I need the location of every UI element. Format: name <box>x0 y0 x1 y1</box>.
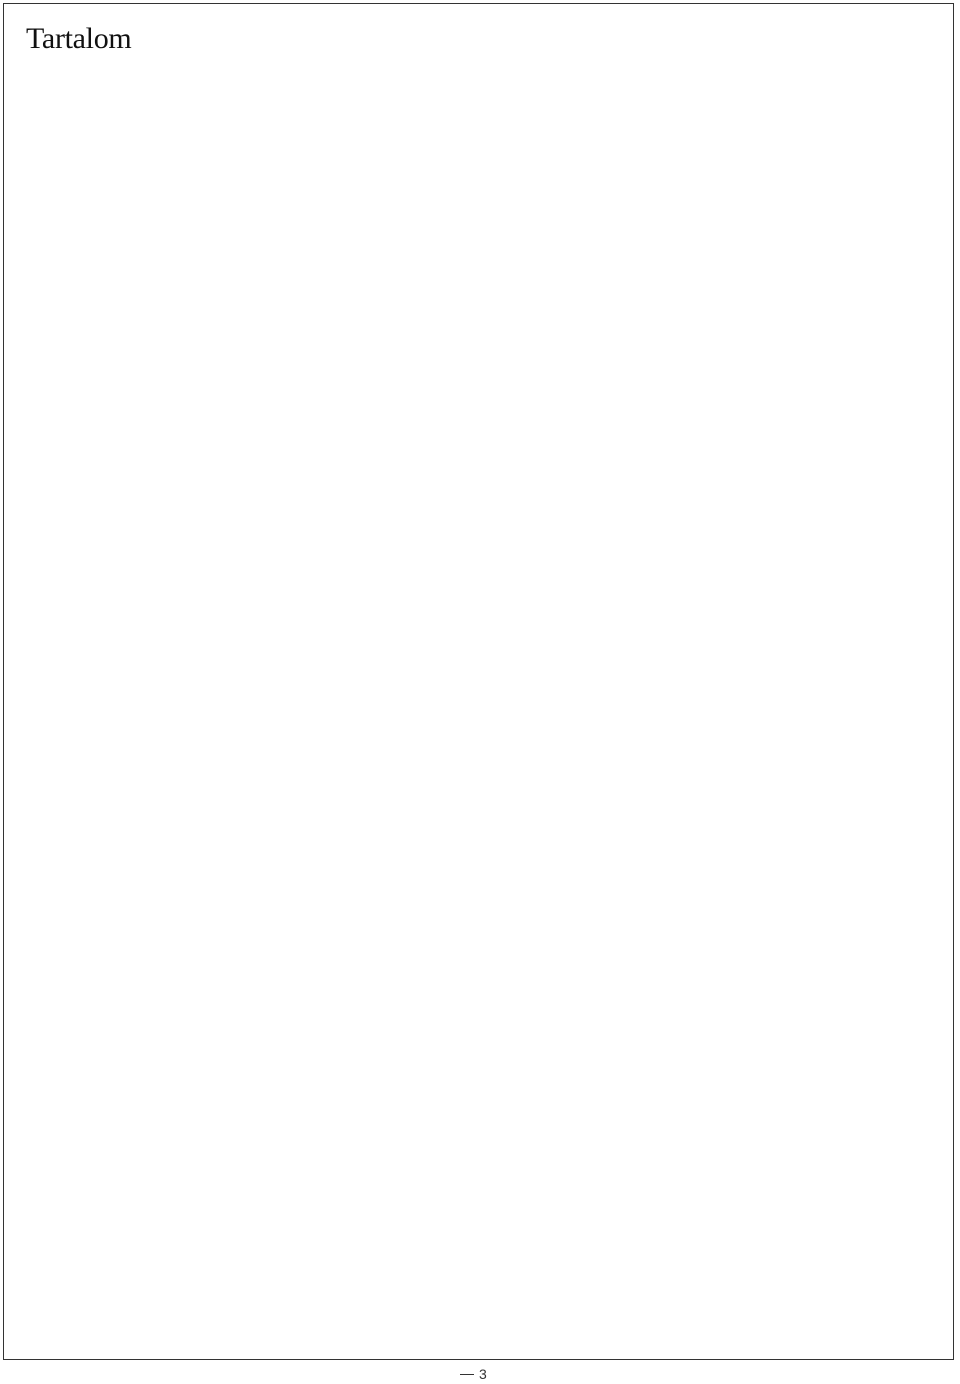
page-footer <box>460 1366 487 1382</box>
page-title: Tartalom <box>26 22 132 55</box>
footer-dash <box>460 1374 474 1375</box>
page-number: 3 <box>479 1366 487 1382</box>
